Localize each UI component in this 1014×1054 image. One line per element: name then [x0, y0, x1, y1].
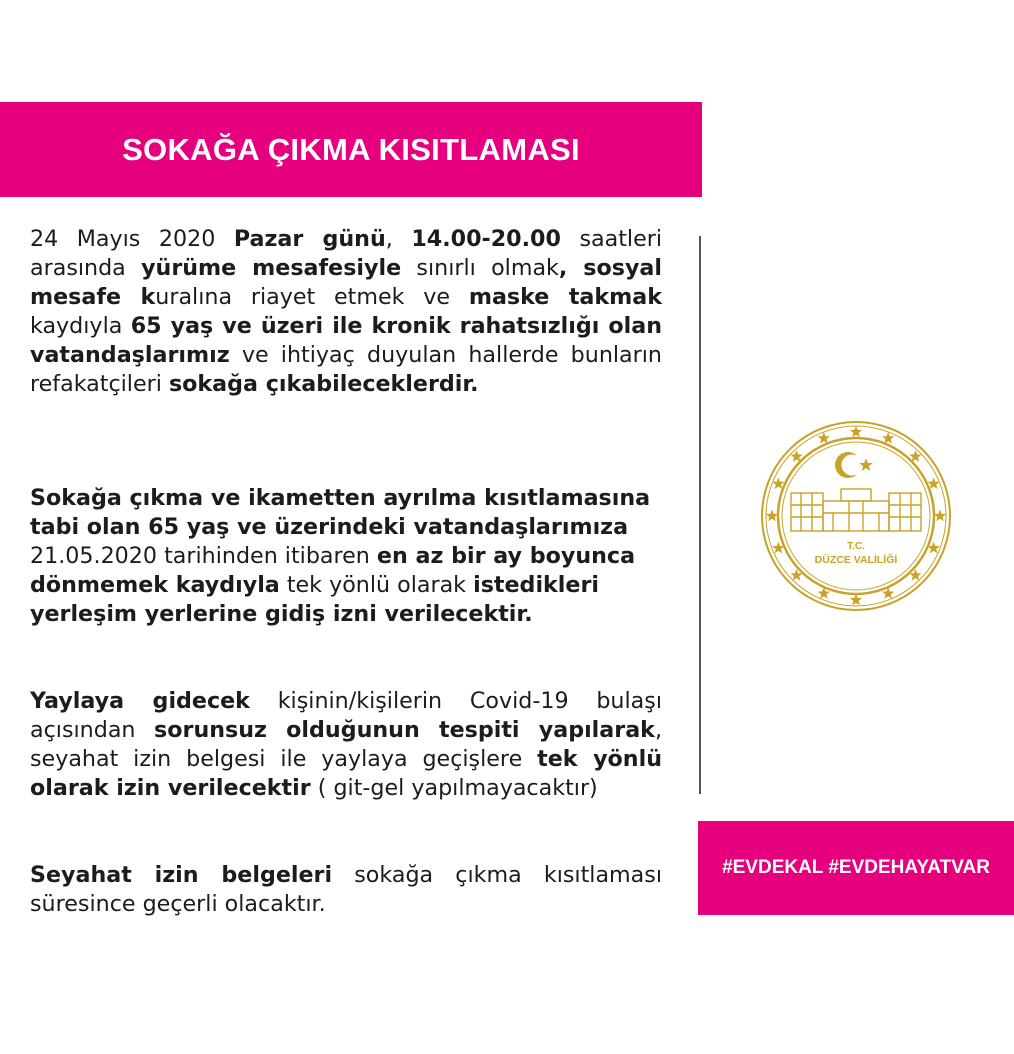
paragraph-highland-travel [30, 687, 662, 803]
text-run: Yaylaya gidecek [30, 688, 250, 714]
text-run: istedikleri yerleşim yerlerine gidiş izni verilecektir. [30, 572, 600, 627]
text-run: sorunsuz olduğunun tespiti yapılarak [154, 717, 655, 743]
text-run: , seyahat izin belgesi ile yaylaya geçişlere [30, 717, 662, 772]
text-run: maske takmak [468, 284, 662, 310]
governorship-seal-logo [749, 409, 963, 623]
text-run: 65 yaş ve üzeri ile kronik rahatsızlığı olan vatandaşlarımız [30, 313, 662, 368]
hashtag-text: #EVDEKAL #EVDEHAYATVAR [722, 857, 990, 878]
seal-star-icon [766, 510, 778, 522]
text-run: yürüme mesafesiyle [141, 255, 402, 281]
text-run: Pazar günü [233, 226, 386, 252]
seal-text-name: DÜZCE VALİLİĞİ [814, 554, 898, 566]
text-run: kaydıyla [30, 313, 131, 339]
paragraph-permit-validity [30, 861, 662, 919]
text-run: tek yönlü olarak [279, 572, 474, 598]
text-run: Sokağa çıkma ve ikametten ayrılma kısıtlamasına tabi olan 65 yaş ve üzerindeki vatandaşlarımıza [30, 485, 651, 540]
seal-star-icon [850, 426, 862, 438]
header-band [0, 102, 702, 197]
seal-text-tc: T.C. [847, 541, 865, 552]
text-run: ( git-gel yapılmayacaktır) [310, 775, 598, 801]
text-run: sosyal mesafe k [30, 255, 662, 310]
text-run: sınırlı olmak [401, 255, 559, 281]
text-run: Seyahat izin belgeleri [30, 862, 333, 888]
text-run: sokağa çıkabileceklerdir. [168, 371, 479, 397]
text-run: ve ihtiyaç duyulan hallerde bunların refakatçileri [30, 342, 662, 397]
page-title: SOKAĞA ÇIKMA KISITLAMASI [122, 131, 580, 167]
text-run: tek yönlü olarak izin verilecektir [30, 746, 662, 801]
text-run: saatleri arasında [30, 226, 663, 281]
text-run: en az bir ay boyunca dönmemek kaydıyla [30, 543, 636, 598]
seal-star-icon [934, 510, 946, 522]
text-run: uralına riayet etmek ve [155, 284, 469, 310]
text-run: 14.00-20.00 [411, 226, 561, 252]
text-run: 21.05.2020 tarihinden itibaren [30, 543, 377, 569]
paragraph-travel-permit [30, 484, 662, 629]
text-run: kişinin/kişilerin Covid-19 bulaşı açısından [30, 688, 662, 743]
text-run: , [385, 226, 412, 252]
paragraph-curfew-hours [30, 225, 662, 399]
text-run: , [558, 255, 584, 281]
vertical-divider [699, 236, 701, 794]
text-run: 24 Mayıs 2020 [30, 226, 234, 252]
seal-star-icon [850, 594, 862, 606]
hashtag-banner [698, 821, 1014, 915]
text-run: sokağa çıkma kısıtlaması süresince geçerli olacaktır. [30, 862, 662, 917]
